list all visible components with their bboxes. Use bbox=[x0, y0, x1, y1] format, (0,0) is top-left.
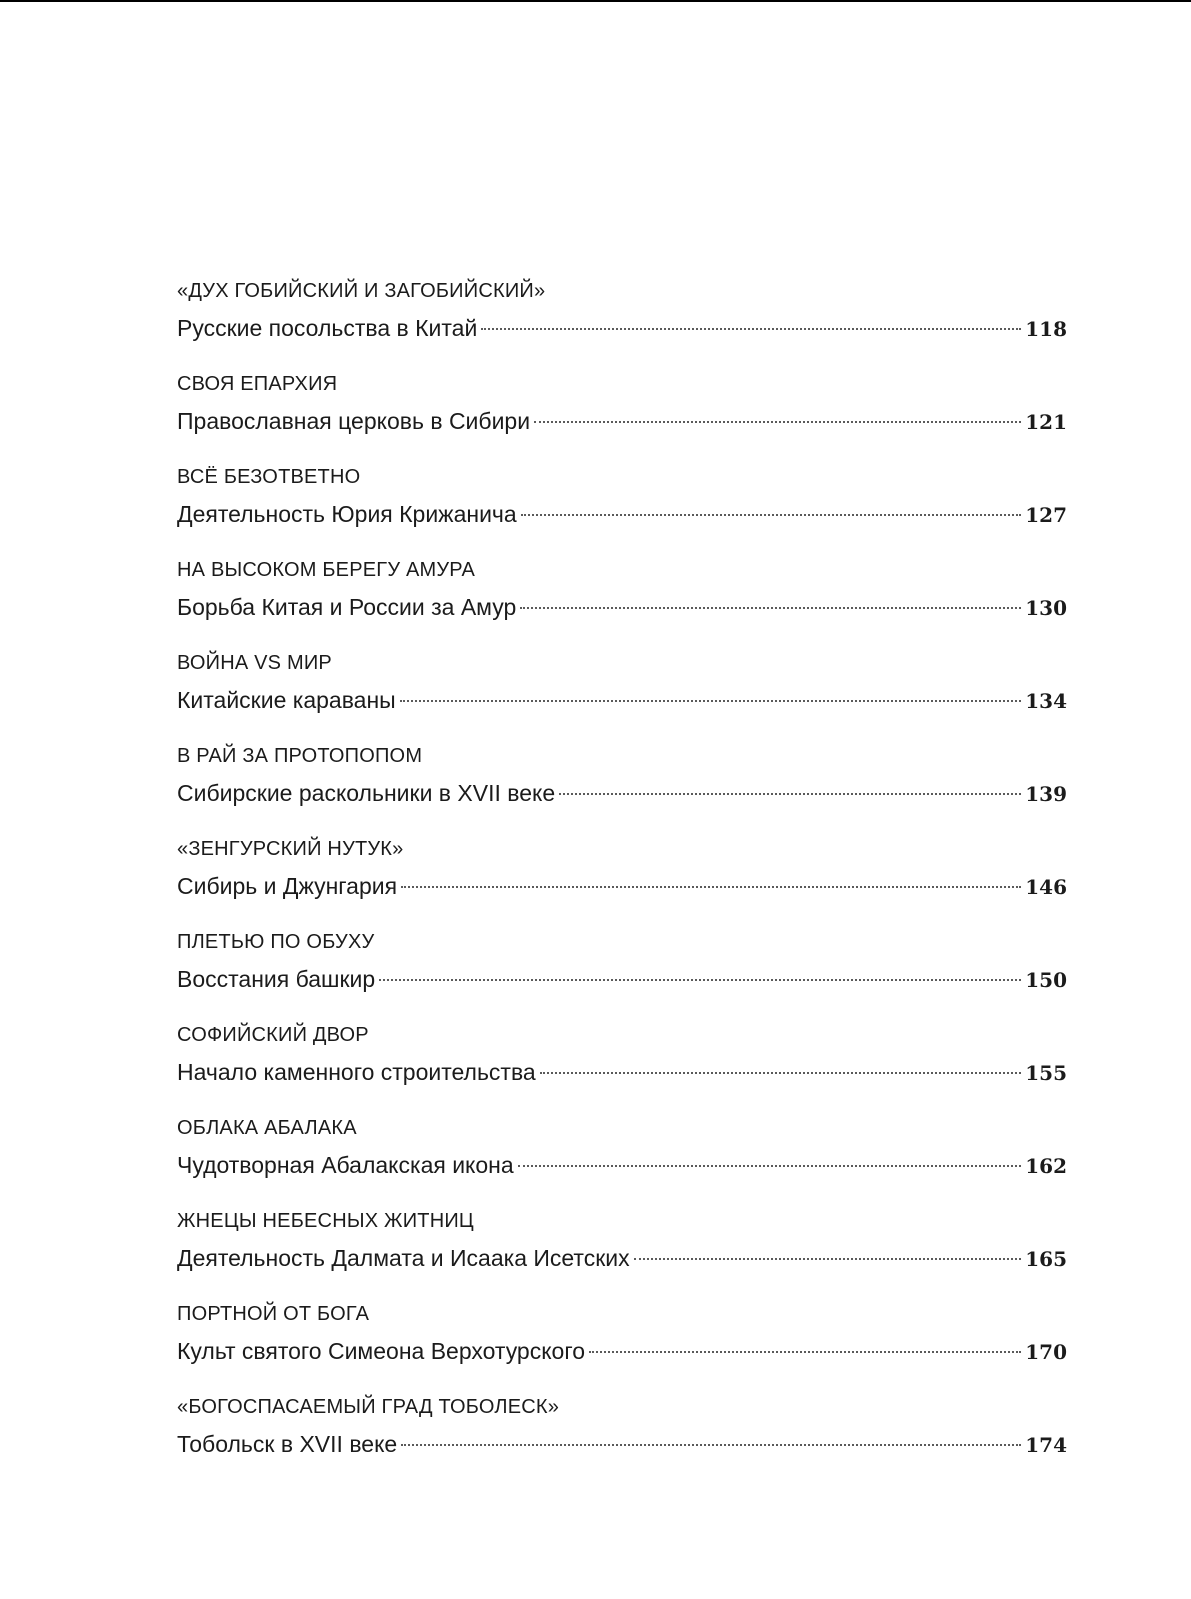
toc-entry-page-number: 170 bbox=[1025, 1340, 1067, 1364]
toc-entry-line bbox=[177, 1429, 1067, 1461]
toc-entry-heading: ЖНЕЦЫ НЕБЕСНЫХ ЖИТНИЦ bbox=[177, 1210, 474, 1232]
toc-entry-heading: «ДУХ ГОБИЙСКИЙ И ЗАГОБИЙСКИЙ» bbox=[177, 280, 546, 302]
toc-entry-page-number: 127 bbox=[1025, 503, 1067, 527]
toc-entry-subtitle: Китайские караваны bbox=[177, 687, 396, 713]
dot-leader bbox=[540, 1072, 1022, 1074]
toc-entry-subtitle: Культ святого Симеона Верхотурского bbox=[177, 1338, 586, 1364]
toc-entry[interactable] bbox=[177, 1394, 1067, 1487]
toc-entry-page-number: 155 bbox=[1025, 1061, 1067, 1085]
toc-entry-subtitle: Русские посольства в Китай bbox=[177, 315, 478, 341]
dot-leader bbox=[589, 1351, 1021, 1353]
toc-entry-page-number: 134 bbox=[1025, 689, 1067, 713]
toc-entry-heading: ОБЛАКА АБАЛАКА bbox=[177, 1117, 357, 1139]
toc-entry-subtitle: Начало каменного строительства bbox=[177, 1059, 536, 1085]
toc-entry[interactable] bbox=[177, 1301, 1067, 1394]
toc-entry-heading: ВСЁ БЕЗОТВЕТНО bbox=[177, 466, 361, 488]
toc-entry-page-number: 139 bbox=[1025, 782, 1067, 806]
toc-entry-subtitle: Деятельность Далмата и Исаака Исетских bbox=[177, 1245, 630, 1271]
toc-entry-subtitle: Сибирские раскольники в XVII веке bbox=[177, 780, 556, 806]
toc-entry[interactable] bbox=[177, 278, 1067, 371]
toc-entry-line bbox=[177, 1057, 1067, 1089]
top-border-line bbox=[0, 0, 1191, 2]
dot-leader bbox=[534, 421, 1021, 423]
toc-entry[interactable] bbox=[177, 1208, 1067, 1301]
toc-entry-heading: «БОГОСПАСАЕМЫЙ ГРАД ТОБОЛЕСК» bbox=[177, 1396, 560, 1418]
toc-entry-page-number: 146 bbox=[1025, 875, 1067, 899]
toc-entry-heading: ВОЙНА VS МИР bbox=[177, 652, 332, 674]
toc-entry-page-number: 121 bbox=[1025, 410, 1067, 434]
toc-entry-heading: НА ВЫСОКОМ БЕРЕГУ АМУРА bbox=[177, 559, 476, 581]
toc-entry-subtitle: Сибирь и Джунгария bbox=[177, 873, 398, 899]
toc-entry[interactable] bbox=[177, 743, 1067, 836]
toc-entry-heading: В РАЙ ЗА ПРОТОПОПОМ bbox=[177, 745, 423, 767]
dot-leader bbox=[518, 1165, 1022, 1167]
toc-entry[interactable] bbox=[177, 371, 1067, 464]
toc-entry-subtitle: Чудотворная Абалакская икона bbox=[177, 1152, 514, 1178]
toc-entry-heading: «ЗЕНГУРСКИЙ НУТУК» bbox=[177, 838, 404, 860]
dot-leader bbox=[401, 886, 1021, 888]
toc-entry-subtitle: Тобольск в XVII веке bbox=[177, 1431, 398, 1457]
toc-entry-subtitle: Борьба Китая и России за Амур bbox=[177, 594, 517, 620]
toc-entry-page-number: 165 bbox=[1025, 1247, 1067, 1271]
toc-entry-subtitle: Восстания башкир bbox=[177, 966, 376, 992]
toc-entry-page-number: 118 bbox=[1025, 317, 1067, 341]
dot-leader bbox=[400, 700, 1022, 702]
dot-leader bbox=[481, 328, 1021, 330]
toc-entry-line bbox=[177, 1243, 1067, 1275]
toc-entry-page-number: 150 bbox=[1025, 968, 1067, 992]
toc-entry[interactable] bbox=[177, 1115, 1067, 1208]
toc-entry-line bbox=[177, 685, 1067, 717]
toc-entry-line bbox=[177, 592, 1067, 624]
dot-leader bbox=[559, 793, 1021, 795]
toc-entry-heading: СОФИЙСКИЙ ДВОР bbox=[177, 1024, 369, 1046]
dot-leader bbox=[521, 514, 1022, 516]
toc-entry[interactable] bbox=[177, 929, 1067, 1022]
toc-entry-heading: СВОЯ ЕПАРХИЯ bbox=[177, 373, 338, 395]
dot-leader bbox=[401, 1444, 1021, 1446]
toc-entry-line bbox=[177, 313, 1067, 345]
toc-entry[interactable] bbox=[177, 650, 1067, 743]
toc-entry-subtitle: Православная церковь в Сибири bbox=[177, 408, 531, 434]
dot-leader bbox=[379, 979, 1021, 981]
toc-entry-page-number: 130 bbox=[1025, 596, 1067, 620]
toc-entry[interactable] bbox=[177, 1022, 1067, 1115]
toc-entry-line bbox=[177, 1336, 1067, 1368]
toc-entry[interactable] bbox=[177, 464, 1067, 557]
toc-entry-page-number: 174 bbox=[1025, 1433, 1067, 1457]
toc-entry-line bbox=[177, 406, 1067, 438]
toc-entry-line bbox=[177, 499, 1067, 531]
toc-entry-page-number: 162 bbox=[1025, 1154, 1067, 1178]
dot-leader bbox=[634, 1258, 1022, 1260]
dot-leader bbox=[520, 607, 1021, 609]
toc-entry-line bbox=[177, 778, 1067, 810]
table-of-contents bbox=[177, 278, 1067, 1487]
toc-entry[interactable] bbox=[177, 836, 1067, 929]
toc-entry[interactable] bbox=[177, 557, 1067, 650]
toc-entry-line bbox=[177, 871, 1067, 903]
toc-entry-subtitle: Деятельность Юрия Крижанича bbox=[177, 501, 517, 527]
toc-entry-line bbox=[177, 964, 1067, 996]
toc-entry-line bbox=[177, 1150, 1067, 1182]
toc-entry-heading: ПЛЕТЬЮ ПО ОБУХУ bbox=[177, 931, 375, 953]
toc-entry-heading: ПОРТНОЙ ОТ БОГА bbox=[177, 1303, 370, 1325]
